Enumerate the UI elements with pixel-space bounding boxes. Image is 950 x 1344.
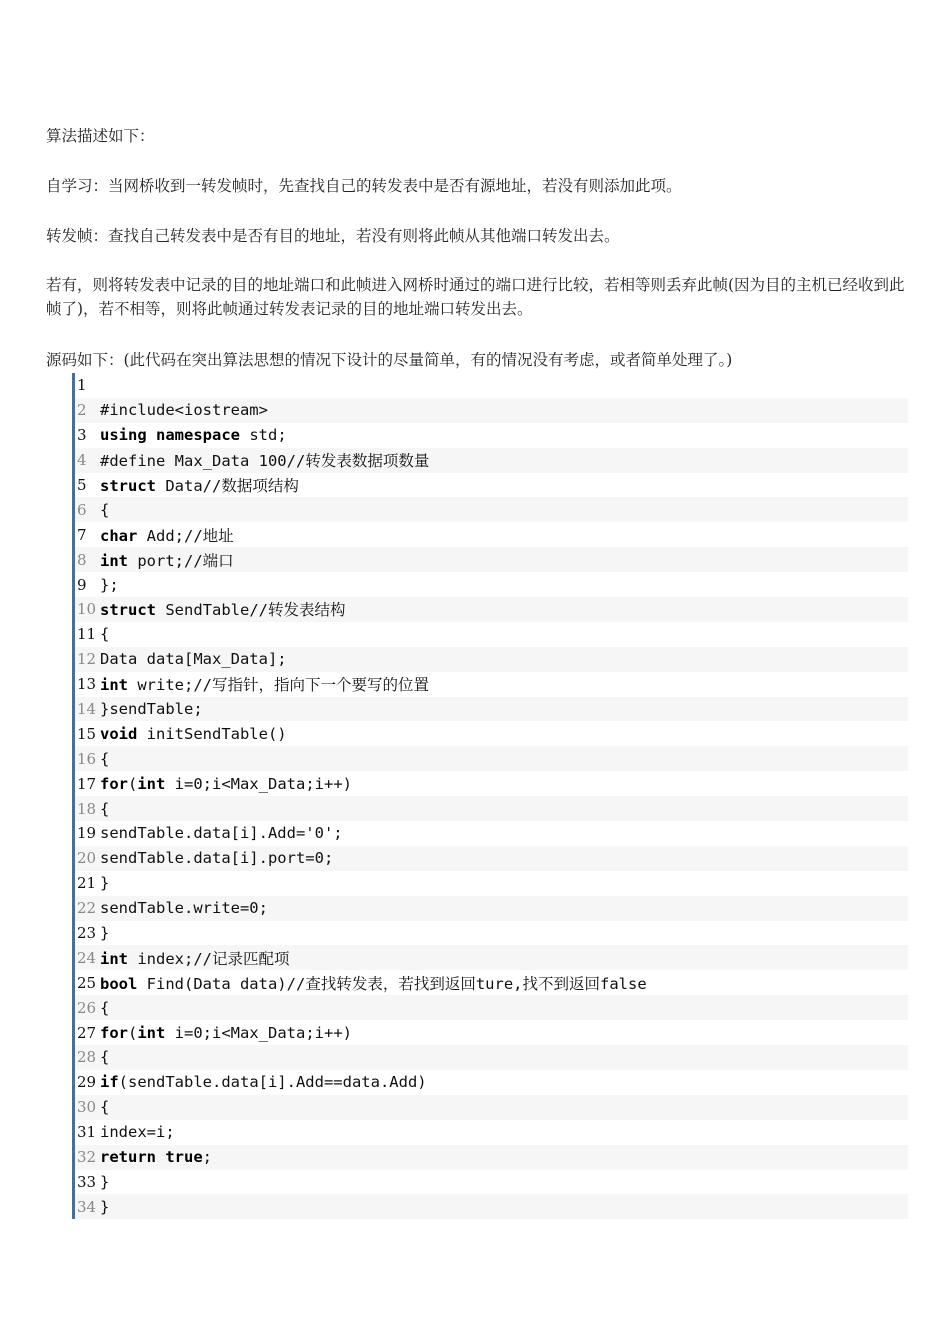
code-text: { bbox=[100, 749, 110, 768]
code-line bbox=[75, 1194, 908, 1219]
line-number: 27 bbox=[77, 1023, 97, 1042]
code-line bbox=[75, 796, 908, 821]
code-text: } bbox=[100, 1197, 110, 1216]
code-block bbox=[72, 373, 908, 1219]
line-number: 2 bbox=[77, 401, 87, 420]
paragraph-self-learning: 自学习：当网桥收到一转发帧时，先查找自己的转发表中是否有源地址，若没有则添加此项。 bbox=[46, 177, 682, 195]
line-number: 22 bbox=[77, 899, 97, 918]
line-number: 26 bbox=[77, 998, 97, 1017]
paragraph-source-intro: 源码如下：(此代码在突出算法思想的情况下设计的尽量简单，有的情况没有考虑，或者简单处理了。) bbox=[46, 351, 733, 369]
code-line bbox=[75, 970, 908, 995]
code-text: { bbox=[100, 1098, 110, 1117]
line-number: 29 bbox=[77, 1073, 97, 1092]
line-number: 10 bbox=[77, 600, 97, 619]
code-line bbox=[75, 647, 908, 672]
line-number: 7 bbox=[77, 525, 87, 544]
code-line bbox=[75, 721, 908, 746]
line-number: 19 bbox=[77, 824, 97, 843]
code-text: sendTable.write=0; bbox=[100, 899, 268, 918]
code-text: { bbox=[100, 998, 110, 1017]
code-text: sendTable.data[i].Add='0'; bbox=[100, 824, 343, 843]
code-line bbox=[75, 921, 908, 946]
code-text: char Add;//地址 bbox=[100, 526, 234, 545]
line-number: 13 bbox=[77, 675, 97, 694]
code-text: for(int i=0;i<Max_Data;i++) bbox=[100, 1023, 352, 1042]
code-line bbox=[75, 1120, 908, 1145]
code-text: int write;//写指针，指向下一个要写的位置 bbox=[100, 676, 430, 695]
code-text: index=i; bbox=[100, 1123, 175, 1142]
code-text: } bbox=[100, 1172, 110, 1191]
line-number: 25 bbox=[77, 973, 97, 992]
code-line bbox=[75, 697, 908, 722]
code-text: using namespace std; bbox=[100, 426, 287, 445]
code-line bbox=[75, 746, 908, 771]
code-text: int index;//记录匹配项 bbox=[100, 949, 290, 968]
code-line bbox=[75, 448, 908, 473]
line-number: 14 bbox=[77, 700, 97, 719]
code-text: } bbox=[100, 924, 110, 943]
line-number: 12 bbox=[77, 650, 97, 669]
line-number: 20 bbox=[77, 849, 97, 868]
code-text: Data data[Max_Data]; bbox=[100, 650, 287, 669]
code-line bbox=[75, 622, 908, 647]
code-text: struct Data//数据项结构 bbox=[100, 477, 299, 495]
code-text: int port;//端口 bbox=[100, 551, 234, 570]
code-text: }; bbox=[100, 575, 119, 594]
code-line bbox=[75, 945, 908, 970]
line-number: 15 bbox=[77, 724, 97, 743]
code-line bbox=[75, 423, 908, 448]
code-line bbox=[75, 995, 908, 1020]
code-text: sendTable.data[i].port=0; bbox=[100, 849, 334, 868]
code-line bbox=[75, 846, 908, 871]
code-line bbox=[75, 572, 908, 597]
line-number: 24 bbox=[77, 948, 97, 967]
line-number: 23 bbox=[77, 924, 97, 943]
code-line bbox=[75, 871, 908, 896]
code-line bbox=[75, 373, 908, 398]
code-line bbox=[75, 1020, 908, 1045]
line-number: 4 bbox=[77, 451, 87, 470]
code-text: #include<iostream> bbox=[100, 401, 268, 420]
code-line bbox=[75, 1145, 908, 1170]
line-number: 6 bbox=[77, 500, 87, 519]
line-number: 16 bbox=[77, 749, 97, 768]
code-line bbox=[75, 821, 908, 846]
line-number: 31 bbox=[77, 1123, 97, 1142]
code-text: { bbox=[100, 500, 110, 519]
line-number: 8 bbox=[77, 550, 87, 569]
line-number: 32 bbox=[77, 1148, 97, 1167]
line-number: 11 bbox=[77, 625, 97, 644]
code-line bbox=[75, 1045, 908, 1070]
code-line bbox=[75, 497, 908, 522]
line-number: 9 bbox=[77, 575, 87, 594]
code-text: #define Max_Data 100//转发表数据项数量 bbox=[100, 452, 430, 471]
code-line bbox=[75, 771, 908, 796]
paragraph-compare: 若有，则将转发表中记录的目的地址端口和此帧进入网桥时通过的端口进行比较，若相等则丢弃此帧(因为目的主机已经收到此帧了)，若不相等，则将此帧通过转发表记录的目的地址端口转发出去。 bbox=[46, 276, 905, 318]
code-line bbox=[75, 1170, 908, 1195]
code-line bbox=[75, 672, 908, 697]
code-text: void initSendTable() bbox=[100, 724, 287, 743]
code-line bbox=[75, 1070, 908, 1095]
code-line bbox=[75, 547, 908, 572]
line-number: 3 bbox=[77, 426, 87, 445]
code-text: } bbox=[100, 874, 110, 893]
code-line bbox=[75, 522, 908, 547]
code-line bbox=[75, 1095, 908, 1120]
line-number: 18 bbox=[77, 799, 97, 818]
paragraph-intro: 算法描述如下： bbox=[46, 127, 155, 145]
code-text: { bbox=[100, 625, 110, 644]
line-number: 34 bbox=[77, 1197, 97, 1216]
line-number: 21 bbox=[77, 874, 97, 893]
code-text: return true; bbox=[100, 1148, 213, 1167]
line-number: 5 bbox=[77, 476, 87, 494]
code-text: for(int i=0;i<Max_Data;i++) bbox=[100, 774, 352, 793]
code-text: { bbox=[100, 1048, 110, 1067]
code-line bbox=[75, 398, 908, 423]
code-line bbox=[75, 473, 908, 498]
code-text: if(sendTable.data[i].Add==data.Add) bbox=[100, 1073, 427, 1092]
line-number: 17 bbox=[77, 774, 97, 793]
code-text: }sendTable; bbox=[100, 700, 203, 719]
line-number: 33 bbox=[77, 1172, 97, 1191]
line-number: 28 bbox=[77, 1048, 97, 1067]
code-text: bool Find(Data data)//查找转发表，若找到返回ture,找不到返回false bbox=[100, 974, 647, 993]
paragraph-forwarding: 转发帧：查找自己转发表中是否有目的地址，若没有则将此帧从其他端口转发出去。 bbox=[46, 227, 620, 245]
code-text: { bbox=[100, 799, 110, 818]
code-line bbox=[75, 597, 908, 622]
line-number: 30 bbox=[77, 1098, 97, 1117]
code-text: struct SendTable//转发表结构 bbox=[100, 601, 346, 620]
code-line bbox=[75, 896, 908, 921]
line-number: 1 bbox=[77, 376, 87, 395]
